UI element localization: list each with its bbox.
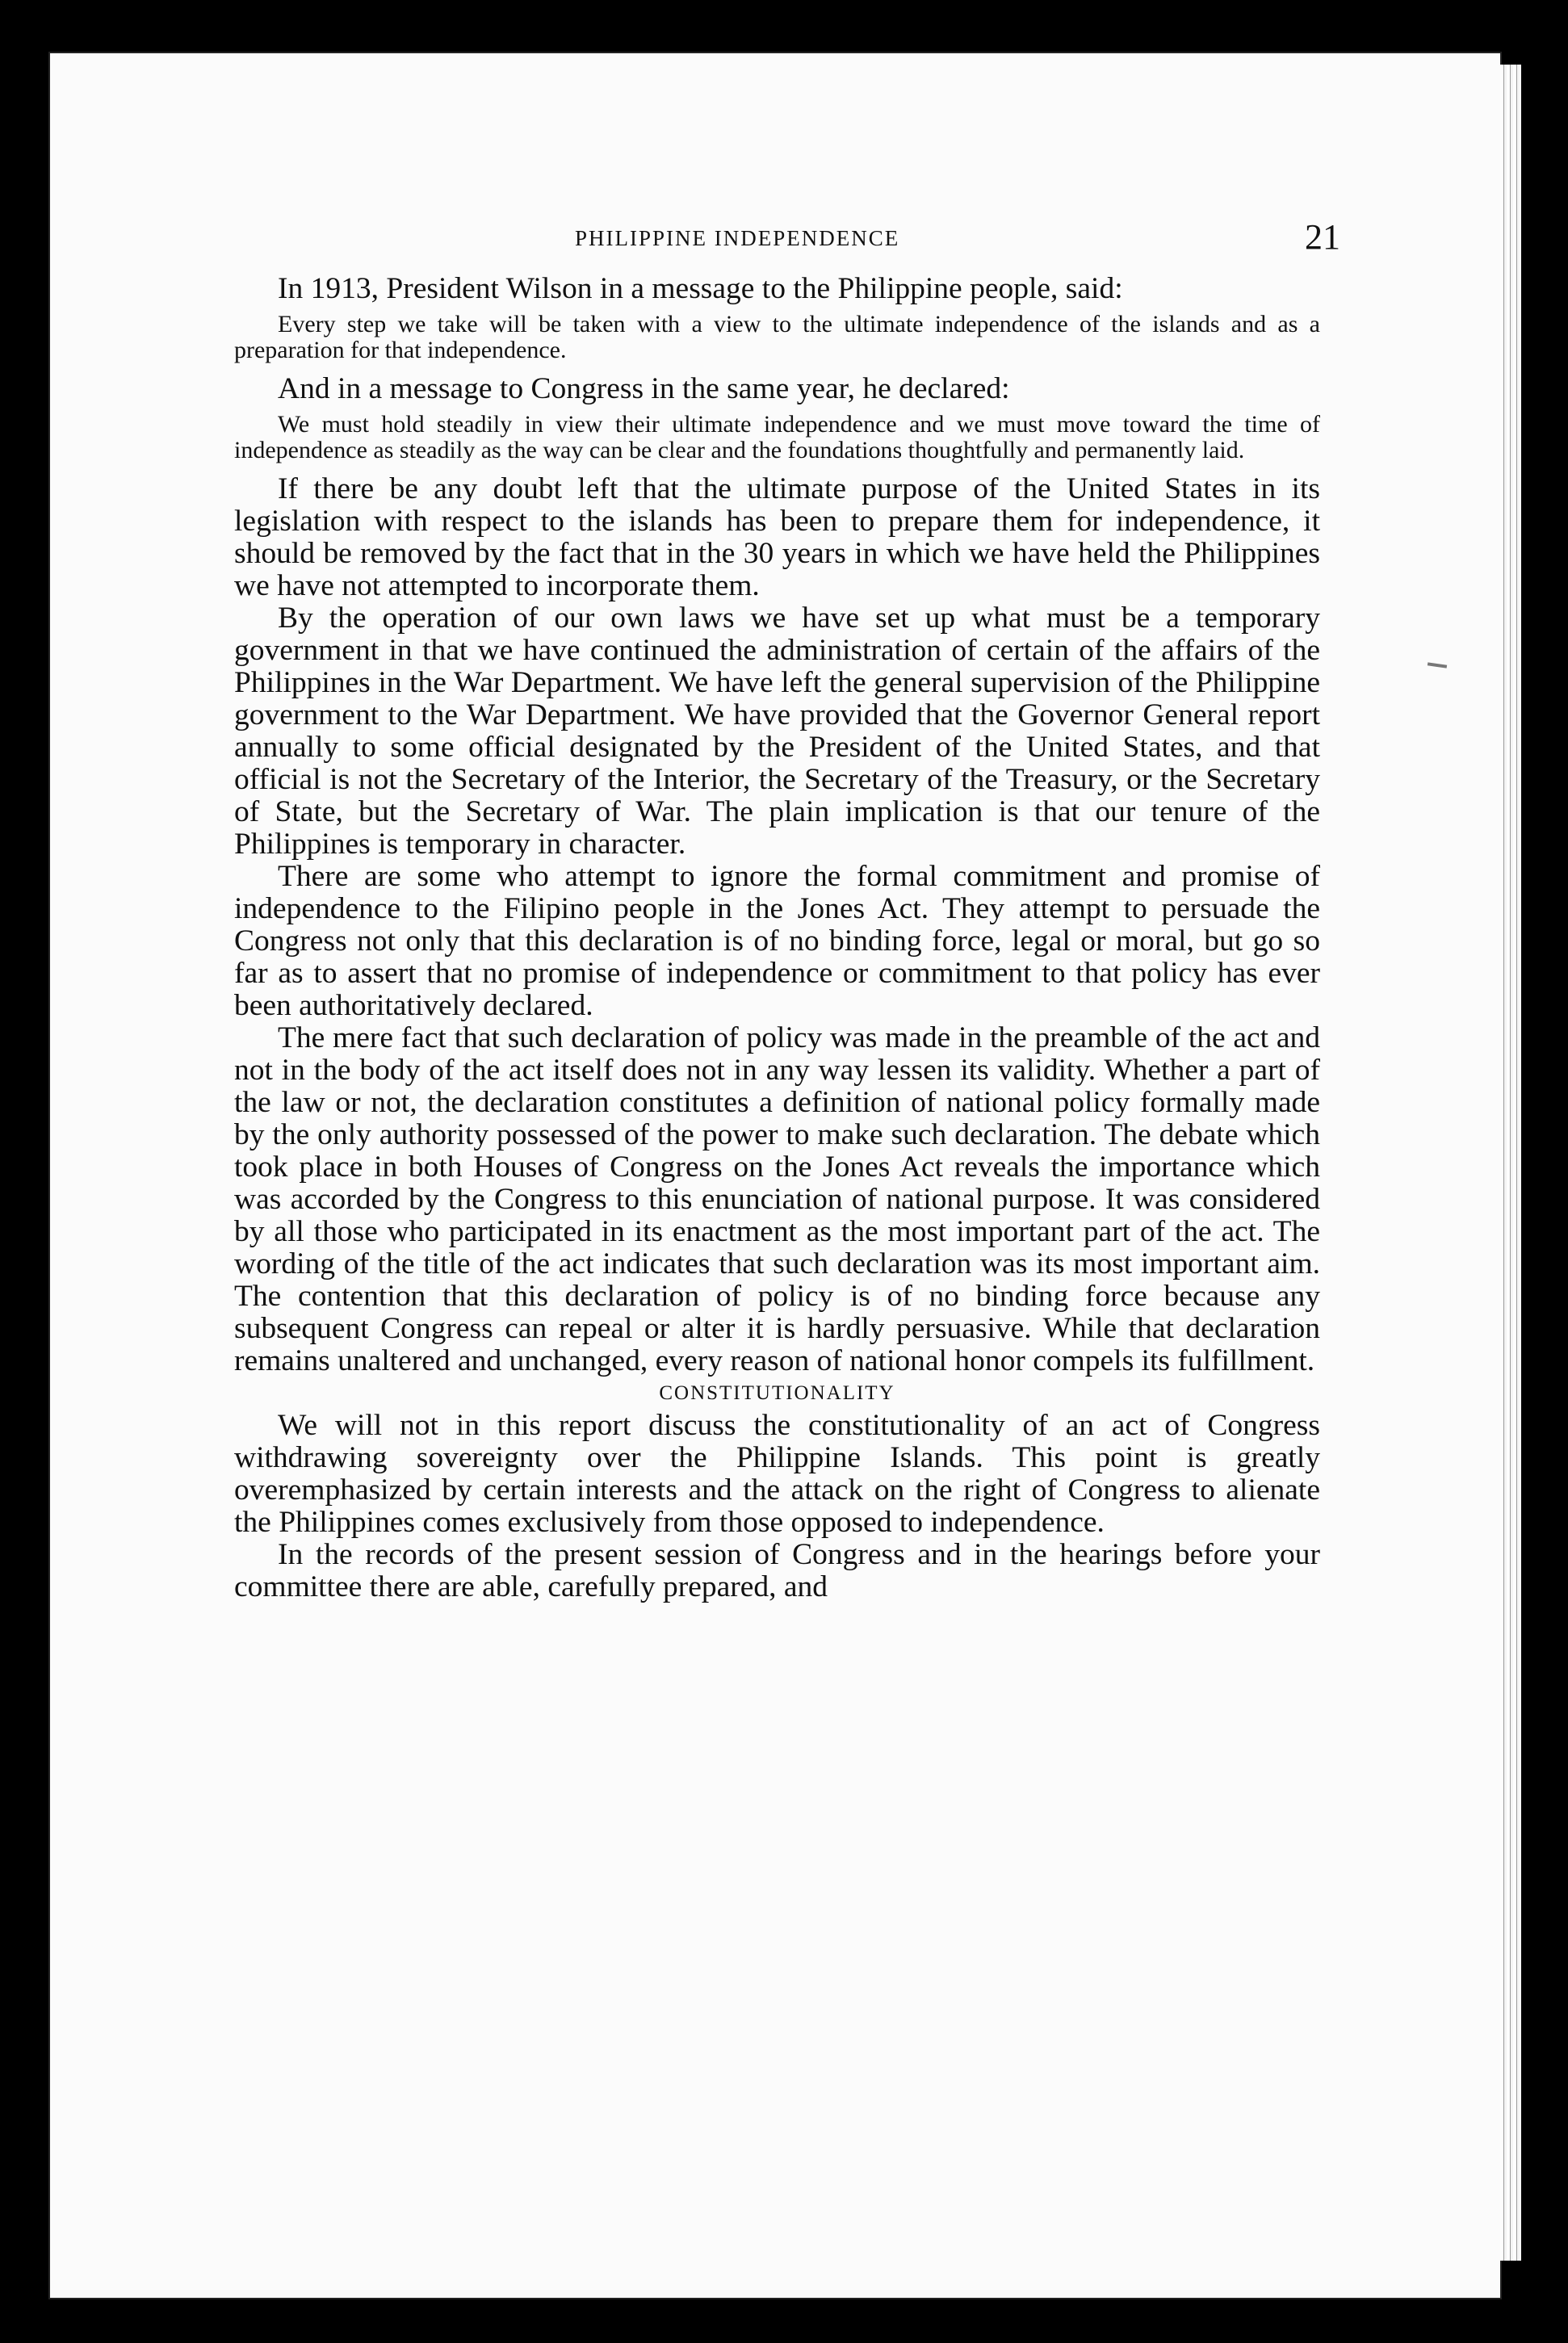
running-title: PHILIPPINE INDEPENDENCE <box>575 226 900 250</box>
page-number: 21 <box>1305 217 1340 257</box>
block-quote: Every step we take will be taken with a view to the ultimate independence of the islands and as a preparation for that independence. <box>234 311 1320 363</box>
page-body <box>234 273 1320 1603</box>
paragraph: In 1913, President Wilson in a message to the Philippine people, said: <box>278 272 1123 305</box>
paragraph: In the records of the present session of Congress and in the hearings before your committee there are able, carefully prepared, and <box>234 1538 1320 1603</box>
section-heading: CONSTITUTIONALITY <box>659 1382 895 1404</box>
paragraph: The mere fact that such declaration of policy was made in the preamble of the act and not in the body of the act itself does not in any way lessen its validity. Whether a part of the law or not, the declaration constitutes a definition of national policy formally made by the only authority possessed of the power to make such declaration. The debate which took place in both Houses of Congress on the Jones Act reveals the importance which was accorded by the Congress to this enunciation of national purpose. It was considered by all those who participated in its enactment as the most important part of the act. The wording of the title of the act indicates that such declaration was its most important aim. The contention that this declaration of policy is of no binding force because any subsequent Congress can repeal or alter it is hardly persuasive. While that declaration remains unaltered and unchanged, every reason of national honor compels its fulfillment. <box>234 1021 1320 1377</box>
paragraph: If there be any doubt left that the ultimate purpose of the United States in its legislation with respect to the islands has been to prepare them for independence, it should be removed by the fact that in the 30 years in which we have held the Philippines we have not attempted to incorporate them. <box>234 472 1320 602</box>
page-stack-edge <box>1500 65 1521 2261</box>
block-quote: We must hold steadily in view their ultimate independence and we must move toward the time of independence as steadily as the way can be clear and the foundations thoughtfully and permanently laid. <box>234 411 1320 463</box>
paragraph: There are some who attempt to ignore the formal commitment and promise of independence to the Filipino people in the Jones Act. They attempt to persuade the Congress not only that this declaration is of no binding force, legal or moral, but go so far as to assert that no promise of independence or commitment to that policy has ever been authoritatively declared. <box>234 860 1320 1022</box>
paragraph: By the operation of our own laws we have set up what must be a temporary government in that we have continued the administration of certain of the affairs of the Philippines in the War Department. We have left the general supervision of the Philippine government to the War Department. We have provided that the Governor General report annually to some official designated by the President of the United States, and that official is not the Secretary of the Interior, the Secretary of the Treasury, or the Secretary of State, but the Secretary of War. The plain implication is that our tenure of the Philippines is temporary in character. <box>234 601 1320 861</box>
page-header <box>238 216 1340 265</box>
paragraph: And in a message to Congress in the same year, he declared: <box>278 372 1010 405</box>
paragraph: We will not in this report discuss the constitutionality of an act of Congress withdrawing sovereignty over the Philippine Islands. This point is greatly overemphasized by certain interests and the attack on the right of Congress to alienate the Philippines comes exclusively from those opposed to independence. <box>234 1409 1320 1539</box>
